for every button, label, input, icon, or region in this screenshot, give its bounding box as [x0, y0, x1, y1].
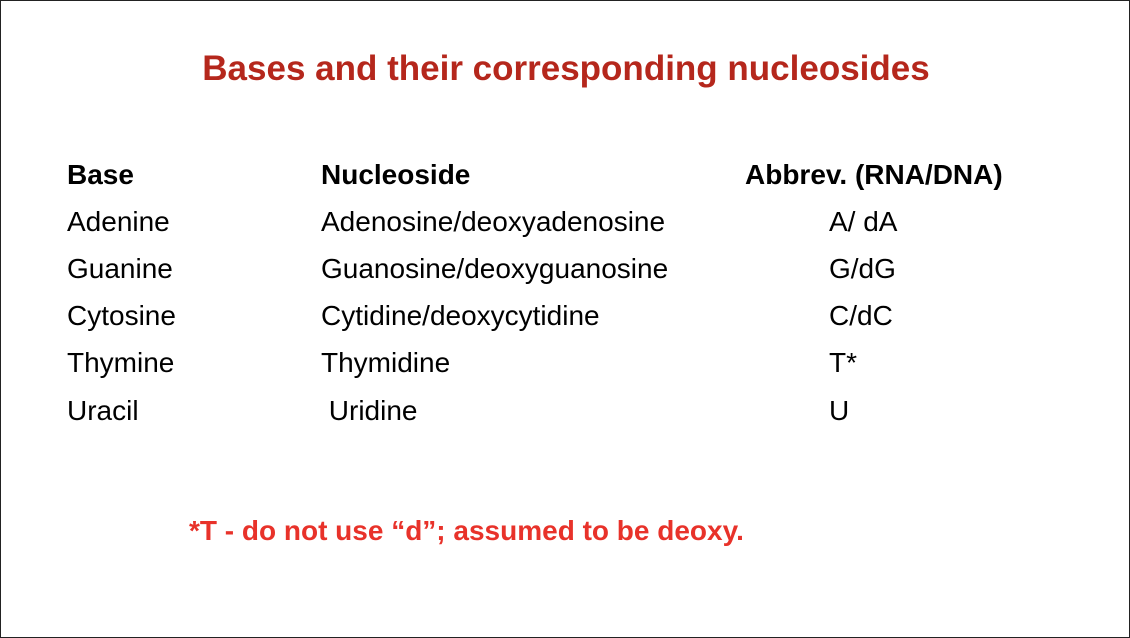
table-cell-nucleoside: Cytidine/deoxycytidine	[321, 300, 600, 331]
table-cell-nucleoside: Guanosine/deoxyguanosine	[321, 253, 669, 284]
table-cell-abbrev: U	[829, 395, 850, 426]
table-cell-base: Thymine	[67, 347, 175, 378]
table-cell-nucleoside: Uridine	[321, 395, 418, 426]
table-cell-nucleoside: Thymidine	[321, 347, 451, 378]
header-abbrev: Abbrev. (RNA/DNA)	[745, 159, 1003, 190]
table-cell-abbrev: T*	[829, 347, 857, 378]
table-cell-base: Uracil	[67, 395, 139, 426]
header-base: Base	[67, 159, 134, 190]
slide-title: Bases and their corresponding nucleosides	[202, 49, 930, 88]
table-cell-abbrev: G/dG	[829, 253, 896, 284]
table-cell-base: Cytosine	[67, 300, 176, 331]
table-cell-abbrev: C/dC	[829, 300, 893, 331]
footnote: *T - do not use “d”; assumed to be deoxy.	[189, 515, 744, 546]
table-cell-abbrev: A/ dA	[829, 206, 898, 237]
header-nucleoside: Nucleoside	[321, 159, 471, 190]
table-cell-base: Guanine	[67, 253, 173, 284]
table-cell-base: Adenine	[67, 206, 170, 237]
table-cell-nucleoside: Adenosine/deoxyadenosine	[321, 206, 666, 237]
